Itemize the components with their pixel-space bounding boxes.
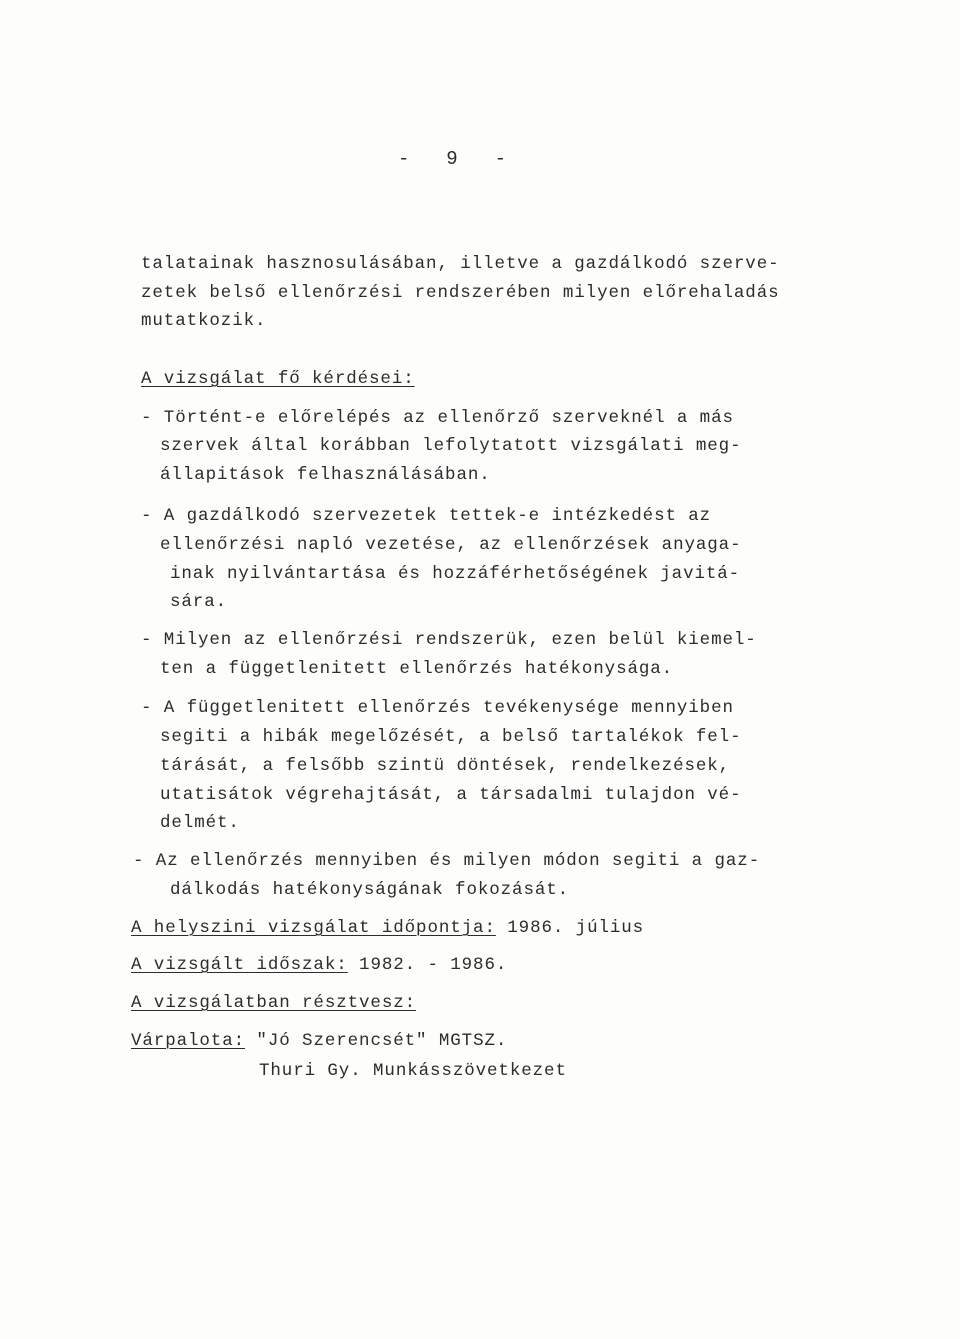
intro-line-2: zetek belső ellenőrzési rendszerében milyen előrehaladás — [141, 283, 780, 303]
intro-line-1: talatainak hasznosulásában, illetve a gazdálkodó szerve- — [141, 254, 780, 274]
question-1-line-2: szervek által korábban lefolytatott vizsgálati meg- — [160, 436, 742, 456]
participants-label: A vizsgálatban résztvesz: — [131, 993, 417, 1013]
question-4-line-4: utatisátok végrehajtását, a társadalmi tulajdon vé- — [160, 785, 742, 805]
questions-heading: A vizsgálat fő kérdései: — [141, 369, 415, 389]
location-row — [131, 1031, 507, 1051]
question-4-line-5: delmét. — [160, 813, 240, 833]
question-1-line-1: - Történt-e előrelépés az ellenőrző szerveknél a más — [141, 408, 734, 428]
question-5-line-2: dálkodás hatékonyságának fokozását. — [170, 880, 570, 900]
page-number — [398, 148, 508, 170]
page-number-dash-left: - — [398, 148, 412, 170]
question-3-line-2: ten a függetlenitett ellenőrzés hatékonysága. — [160, 659, 674, 679]
question-4-line-2: segiti a hibák megelőzését, a belső tartalékok fel- — [160, 727, 742, 747]
question-2-line-1: - A gazdálkodó szervezetek tettek-e intézkedést az — [141, 506, 712, 526]
intro-line-3: mutatkozik. — [141, 311, 267, 331]
question-2-line-4: sára. — [170, 592, 228, 612]
question-1-line-3: állapitások felhasználásában. — [160, 465, 491, 485]
period-label: A vizsgált időszak: — [131, 955, 348, 975]
question-4-line-3: tárását, a felsőbb szintü döntések, rendelkezések, — [160, 756, 731, 776]
onsite-date-label: A helyszini vizsgálat időpontja: — [131, 918, 496, 938]
onsite-date-value: 1986. július — [495, 918, 645, 938]
location-entity-2: Thuri Gy. Munkásszövetkezet — [259, 1061, 567, 1081]
period-row — [131, 955, 507, 975]
page-number-value: 9 — [446, 148, 460, 170]
page-number-dash-right: - — [494, 148, 508, 170]
question-4-line-1: - A függetlenitett ellenőrzés tevékenysége mennyiben — [141, 698, 734, 718]
location-label: Várpalota: — [131, 1031, 246, 1051]
onsite-date-row — [131, 918, 644, 938]
question-2-line-3: inak nyilvántartása és hozzáférhetőségének javitá- — [170, 564, 741, 584]
location-entity-1: "Jó Szerencsét" MGTSZ. — [245, 1031, 508, 1051]
question-2-line-2: ellenőrzési napló vezetése, az ellenőrzések anyaga- — [160, 535, 742, 555]
period-value: 1982. - 1986. — [347, 955, 508, 975]
question-5-line-1: - Az ellenőrzés mennyiben és milyen módon segiti a gaz- — [133, 851, 761, 871]
question-3-line-1: - Milyen az ellenőrzési rendszerük, ezen belül kiemel- — [141, 630, 757, 650]
